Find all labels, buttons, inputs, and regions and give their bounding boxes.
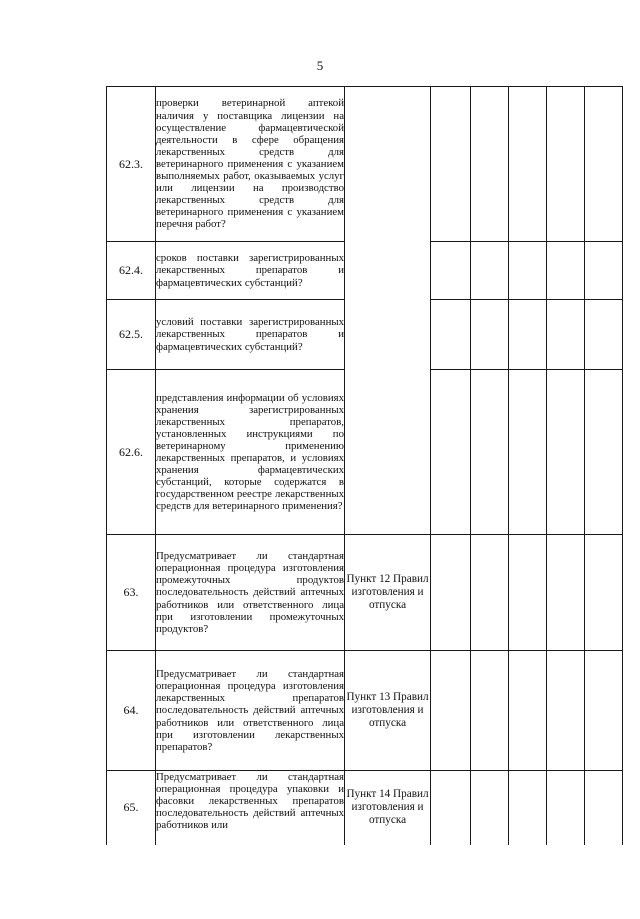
item-reference: Пункт 12 Правил изготовления и отпуска: [345, 535, 431, 651]
answer-cell: [509, 300, 547, 370]
answer-cell: [585, 300, 623, 370]
table-row: [107, 771, 623, 845]
item-question: сроков поставки зарегистрированных лекарственных препаратов и фармацевтических субстанций?: [156, 242, 345, 300]
answer-cell: [471, 242, 509, 300]
item-number: 62.5.: [107, 300, 156, 370]
checklist-table: [106, 86, 623, 845]
answer-cell: [431, 370, 471, 535]
item-question: Предусматривает ли стандартная операционная процедура упаковки и фасовки лекарственных препаратов последовательность действий аптечных работников или: [156, 771, 345, 845]
item-question: Предусматривает ли стандартная операционная процедура изготовления лекарственных препаратов последовательность действий аптечных работников или ответственного лица при изготовлении лекарственных препаратов?: [156, 651, 345, 771]
answer-cell: [585, 242, 623, 300]
table-row: [107, 87, 623, 242]
answer-cell: [471, 535, 509, 651]
item-number: 63.: [107, 535, 156, 651]
answer-cell: [471, 651, 509, 771]
item-reference: [345, 87, 431, 535]
answer-cell: [547, 535, 585, 651]
item-reference: Пункт 14 Правил изготовления и отпуска: [345, 771, 431, 845]
page-number: 5: [316, 58, 324, 73]
answer-cell: [509, 370, 547, 535]
item-number: 62.6.: [107, 370, 156, 535]
answer-cell: [585, 87, 623, 242]
answer-cell: [471, 771, 509, 845]
answer-cell: [509, 242, 547, 300]
answer-cell: [585, 370, 623, 535]
item-question: условий поставки зарегистрированных лекарственных препаратов и фармацевтических субстанций?: [156, 300, 345, 370]
item-number: 62.3.: [107, 87, 156, 242]
answer-cell: [509, 87, 547, 242]
answer-cell: [547, 300, 585, 370]
answer-cell: [431, 535, 471, 651]
answer-cell: [585, 651, 623, 771]
answer-cell: [509, 535, 547, 651]
answer-cell: [547, 771, 585, 845]
answer-cell: [547, 370, 585, 535]
answer-cell: [547, 242, 585, 300]
answer-cell: [471, 370, 509, 535]
answer-cell: [431, 771, 471, 845]
item-question: Предусматривает ли стандартная операционная процедура изготовления промежуточных продуктов последовательность действий аптечных работников или ответственного лица при изготовлении промежуточных продуктов?: [156, 535, 345, 651]
answer-cell: [547, 651, 585, 771]
answer-cell: [509, 651, 547, 771]
answer-cell: [431, 87, 471, 242]
item-question: представления информации об условиях хранения зарегистрированных лекарственных препаратов, установленных инструкциями по ветеринарному применению лекарственных препаратов, и условиях хранения фармацевтических субстанций, которые содержатся в государственном реестре лекарственных средств для ветеринарного применения?: [156, 370, 345, 535]
answer-cell: [431, 651, 471, 771]
answer-cell: [471, 300, 509, 370]
item-number: 65.: [107, 771, 156, 845]
item-number: 64.: [107, 651, 156, 771]
item-reference: Пункт 13 Правил изготовления и отпуска: [345, 651, 431, 771]
table-row: [107, 535, 623, 651]
answer-cell: [585, 535, 623, 651]
item-question: проверки ветеринарной аптекой наличия у поставщика лицензии на осуществление фармацевтической деятельности в сфере обращения лекарственных средств для ветеринарного применения с указанием выполняемых работ, оказываемых услуг или лицензии на производство лекарственных средств для ветеринарного применения с указанием перечня работ?: [156, 87, 345, 242]
table-row: [107, 651, 623, 771]
answer-cell: [431, 242, 471, 300]
answer-cell: [471, 87, 509, 242]
answer-cell: [509, 771, 547, 845]
answer-cell: [585, 771, 623, 845]
answer-cell: [431, 300, 471, 370]
item-number: 62.4.: [107, 242, 156, 300]
answer-cell: [547, 87, 585, 242]
